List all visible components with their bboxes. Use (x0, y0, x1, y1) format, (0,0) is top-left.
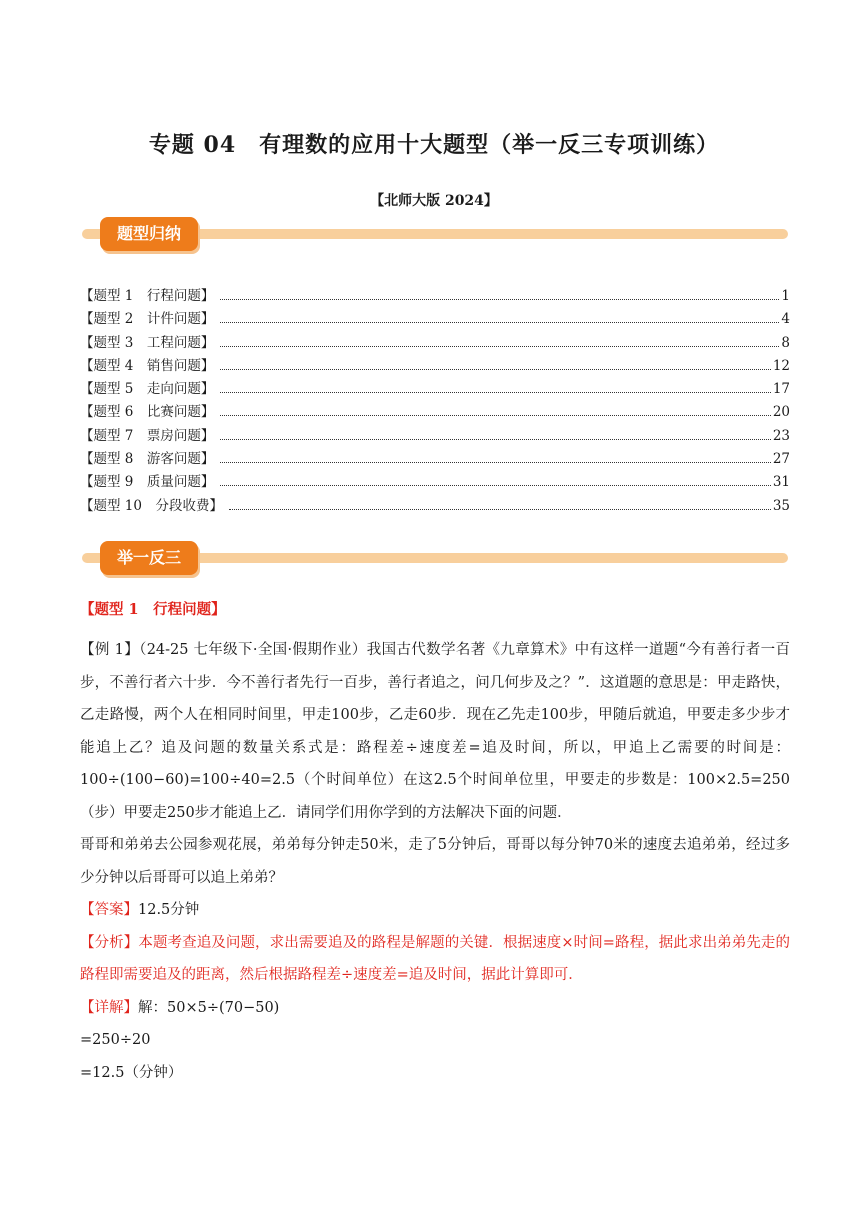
toc-entry[interactable] (80, 424, 790, 447)
toc-entry[interactable] (80, 331, 790, 354)
toc-leader (220, 299, 779, 300)
detail-line (80, 992, 790, 1025)
toc-entry[interactable] (80, 470, 790, 493)
toc-page-number: 31 (772, 474, 790, 491)
example-text: （24-25 七年级下·全国·假期作业）我国古代数学名著《九章算术》中有这样一道题“今有善行者一百步，不善行者六十步．今不善行者先行一百步，善行者追之，问几何步及之？”．这道题的意思是：甲走路快，乙走路慢，两个人在相同时间里，甲走100步，乙走60步．现在乙先走100步，甲随后就追，甲要走多少步才能追上乙？追及问题的数量关系式是：路程差÷速度差=追及时间，所以，甲追上乙需要的时间是：100÷(100−60)=100÷40=2.5（个时间单位）在这2.5个时间单位里，甲要走的步数是：100×2.5=250（步）甲要走250步才能追上乙．请同学们用你学到的方法解决下面的问题． (80, 642, 790, 821)
toc-label: 【题型 10 分段收费】 (80, 497, 223, 514)
analysis-text: 本题考查追及问题，求出需要追及的路程是解题的关键．根据速度×时间=路程，据此求出弟弟先走的路程即需要追及的距离，然后根据路程差÷速度差=追及时间，据此计算即可． (80, 934, 791, 983)
detail-line: =12.5（分钟） (80, 1064, 183, 1081)
toc-page-number: 8 (781, 334, 790, 351)
detail-tag: 【详解】 (80, 999, 138, 1016)
answer-text: 12.5分钟 (138, 902, 200, 918)
document-title: 专题 04 有理数的应用十大题型（举一反三专项训练） (148, 132, 720, 158)
toc-leader (220, 462, 770, 463)
toc-leader (229, 509, 771, 510)
toc-label: 【题型 5 走向问题】 (80, 381, 215, 398)
toc-page-number: 20 (772, 404, 790, 421)
toc-page-number: 35 (772, 497, 790, 514)
toc-label: 【题型 3 工程问题】 (80, 334, 215, 351)
toc-leader (220, 439, 770, 440)
toc-page-number: 17 (772, 381, 790, 398)
toc-leader (220, 415, 770, 416)
example-paragraph (80, 634, 790, 829)
toc-label: 【题型 4 销售问题】 (80, 357, 215, 374)
toc-page-number: 12 (772, 357, 790, 374)
toc-page-number: 27 (772, 451, 790, 468)
toc-label: 【题型 1 行程问题】 (80, 288, 215, 304)
toc-leader (220, 485, 770, 486)
detail-step: 解：50×5÷(70−50) (138, 999, 280, 1016)
toc-label: 【题型 6 比赛问题】 (80, 404, 215, 421)
analysis-paragraph (80, 927, 790, 992)
summary-banner-label: 题型归纳 (100, 217, 198, 251)
example-tag: 【例 1】 (80, 642, 140, 658)
practice-banner (82, 541, 788, 587)
table-of-contents (80, 284, 790, 517)
section-heading: 【题型 1 行程问题】 (80, 601, 226, 618)
toc-page-number: 1 (781, 288, 790, 304)
answer-tag: 【答案】 (80, 902, 138, 918)
toc-page-number: 23 (772, 427, 790, 444)
toc-entry[interactable] (80, 494, 790, 517)
toc-label: 【题型 2 计件问题】 (80, 311, 215, 328)
toc-label: 【题型 7 票房问题】 (80, 427, 215, 444)
analysis-tag: 【分析】 (80, 934, 139, 951)
toc-leader (220, 369, 770, 370)
toc-entry[interactable] (80, 284, 790, 307)
toc-leader (220, 322, 779, 323)
answer-paragraph (80, 894, 790, 927)
toc-page-number: 4 (781, 311, 790, 328)
toc-entry[interactable] (80, 307, 790, 330)
toc-entry[interactable] (80, 447, 790, 470)
detail-line: =250÷20 (80, 1032, 151, 1048)
edition-label: 【北师大版 2024】 (370, 193, 498, 209)
summary-banner (82, 217, 788, 263)
toc-entry[interactable] (80, 354, 790, 377)
question-paragraph: 哥哥和弟弟去公园参观花展，弟弟每分钟走50米，走了5分钟后，哥哥以每分钟70米的速度去追弟弟，经过多少分钟以后哥哥可以追上弟弟？ (80, 837, 790, 886)
practice-banner-label: 举一反三 (100, 541, 198, 575)
toc-label: 【题型 9 质量问题】 (80, 474, 215, 491)
toc-leader (220, 346, 779, 347)
toc-entry[interactable] (80, 400, 790, 423)
toc-entry[interactable] (80, 377, 790, 400)
toc-leader (220, 392, 770, 393)
toc-label: 【题型 8 游客问题】 (80, 451, 215, 468)
example-body (80, 634, 790, 1089)
